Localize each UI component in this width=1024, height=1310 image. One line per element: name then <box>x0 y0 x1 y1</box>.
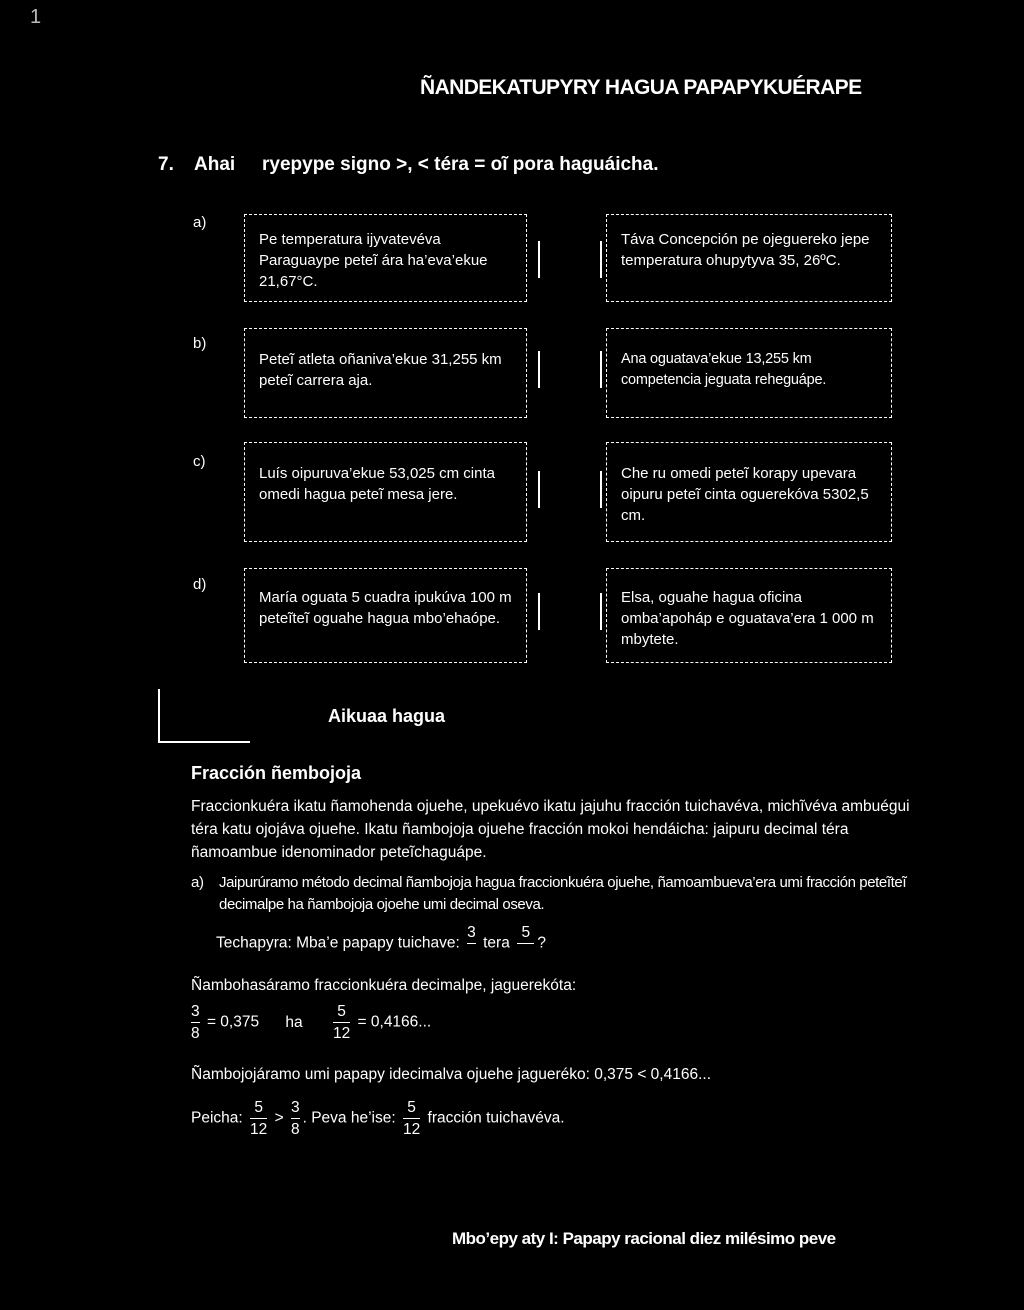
subsection-title: Fracción ñembojoja <box>191 763 362 783</box>
peicha-label: Peicha: <box>191 1109 243 1127</box>
item-label-a: a) <box>191 874 204 891</box>
row-letter-a: a) <box>193 214 207 231</box>
row-letter-b: b) <box>193 335 207 352</box>
decimal-5-12: = 0,4166... <box>357 1013 432 1031</box>
comparison-blank[interactable] <box>538 241 553 278</box>
fraction-5-12: $\frac{5}{12}$ <box>250 1099 268 1138</box>
peva-text: . Peva he’ise: <box>302 1109 396 1127</box>
fraction-3-8 <box>467 923 476 964</box>
conclusion-line <box>191 1098 565 1139</box>
item-text-a: Jaipurúramo método decimal ñambojoja hagua fraccionkuéra ojuehe, ñamoambueva’era umi fracción peteĩteĩ decimalpe ha ñambojoja ojoehe umi decimal oseva. <box>219 874 907 913</box>
statement-box-right <box>606 568 892 663</box>
page-header: ÑANDEKATUPYRY HAGUA PAPAPYKUÉRAPE <box>420 76 862 99</box>
statement-text: Peteĩ atleta oñaniva’ekue 31,255 km peteĩ carrera aja. <box>259 351 502 389</box>
statement-text: Luís oipuruva’ekue 53,025 cm cinta omedi hagua peteĩ mesa jere. <box>259 465 495 503</box>
fraction-5-12: $\frac{5}{12}$ <box>332 1003 351 1042</box>
statement-text: María oguata 5 cuadra ipukúva 100 m peteĩteĩ oguahe hagua mbo’ehaópe. <box>259 589 512 627</box>
numerator: 5 <box>521 924 531 941</box>
greater-than: > <box>274 1109 284 1127</box>
statement-box-left <box>244 214 527 302</box>
statement-box-right <box>606 214 892 302</box>
exercise-instruction-start: Ahai <box>194 154 236 175</box>
row-letter-d: d) <box>193 576 207 593</box>
page-number: 1 <box>30 6 42 28</box>
example-question: ? <box>537 934 547 952</box>
decimal-3-8: = 0,375 <box>206 1013 260 1031</box>
exercise-instruction-end: ryepype signo >, < téra = oĩ pora haguáicha. <box>262 154 659 175</box>
fraction-3-8: $\frac{3}{8}$ <box>191 1003 200 1042</box>
comparison-blank[interactable] <box>538 471 553 508</box>
page-footer: Mbo’epy aty I: Papapy racional diez milésimo peve <box>452 1229 836 1248</box>
fraction-3-8: $\frac{3}{8}$ <box>290 1099 300 1138</box>
comparison-blank[interactable] <box>538 593 553 630</box>
fraction-5-12 <box>517 923 534 964</box>
section-frame <box>158 689 250 743</box>
statement-box-left <box>244 568 527 663</box>
statement-text: Ana oguatava’ekue 13,255 km competencia jeguata reheguápe. <box>621 351 827 388</box>
conclusion-text: fracción tuichavéva. <box>427 1109 565 1127</box>
statement-box-left <box>244 328 527 418</box>
convert-text: Ñambohasáramo fraccionkuéra decimalpe, jaguerekóta: <box>191 977 577 994</box>
statement-text: Táva Concepción pe ojeguereko jepe temperatura ohupytyva 35, 26ºC. <box>621 231 870 269</box>
comparison-blank[interactable] <box>538 351 553 388</box>
fraction-5-12: $\frac{5}{12}$ <box>402 1099 421 1138</box>
statement-box-right <box>606 442 892 542</box>
statement-text: Elsa, oguahe hagua oficina omba’apoháp e oguatava’era 1 000 m mbytete. <box>621 589 874 648</box>
numerator: 3 <box>467 924 476 941</box>
example-line <box>216 923 546 964</box>
exercise-number: 7. <box>158 154 174 175</box>
example-prefix: Techapyra: Mba’e papapy tuichave: <box>216 934 460 952</box>
intro-paragraph: Fraccionkuéra ikatu ñamohenda ojuehe, upekuévo ikatu jajuhu fracción tuichavéva, michĩvéva ambuégui téra katu ojojáva ojuehe. Ikatu ñambojoja ojuehe fracción mokoi hendáicha: jaipuru decimal téra ñamoambue idenominador peteĩchaguápe. <box>191 798 910 861</box>
row-letter-c: c) <box>193 453 206 470</box>
and-word: ha <box>285 1013 303 1031</box>
equation-line <box>188 1002 431 1043</box>
statement-box-left <box>244 442 527 542</box>
example-or: tera <box>483 934 510 952</box>
statement-box-right <box>606 328 892 418</box>
statement-text: Che ru omedi peteĩ korapy upevara oipuru peteĩ cinta oguerekóva 5302,5 cm. <box>621 465 869 524</box>
statement-text: Pe temperatura ijyvatevéva Paraguaype peteĩ ára ha’eva’ekue 21,67°C. <box>259 231 488 290</box>
section-heading: Aikuaa hagua <box>328 706 446 726</box>
compare-text: Ñambojojáramo umi papapy idecimalva ojuehe jagueréko: 0,375 < 0,4166... <box>191 1066 712 1083</box>
